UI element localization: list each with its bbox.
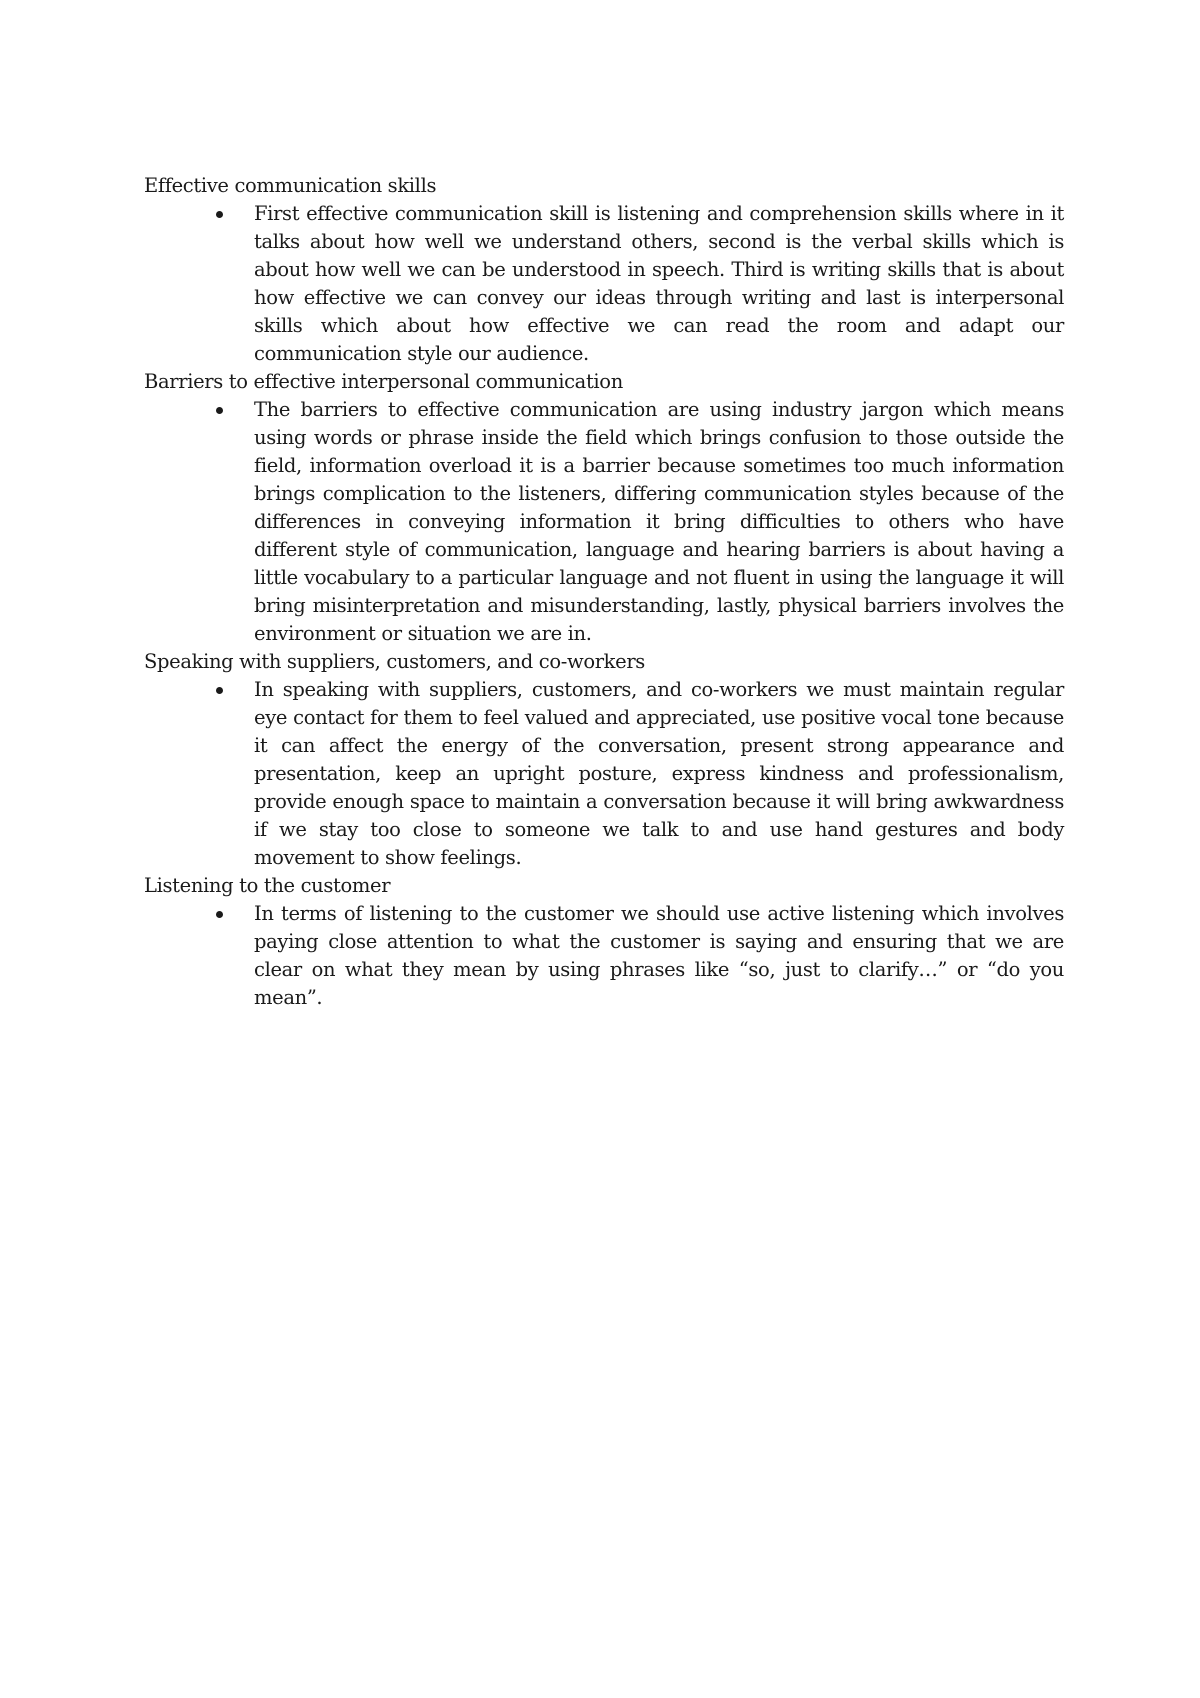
- bullet-icon: [216, 407, 223, 414]
- list-item: [144, 396, 1064, 648]
- list-item: [144, 200, 1064, 368]
- bullet-text: In speaking with suppliers, customers, and co-workers we must maintain regular eye contact for them to feel valued and appreciated, use positive vocal tone because it can affect the energy of the conversation, present strong appearance and presentation, keep an upright posture, express kindness and professionalism, provide enough space to maintain a conversation because it will bring awkwardness if we stay too close to someone we talk to and use hand gestures and body movement to show feelings.: [254, 678, 1064, 869]
- section-listening-to-customer: [144, 872, 1064, 1012]
- bullet-icon: [216, 911, 223, 918]
- section-heading: Listening to the customer: [144, 874, 391, 897]
- section-heading: Barriers to effective interpersonal communication: [144, 370, 623, 393]
- bullet-icon: [216, 687, 223, 694]
- bullet-text: The barriers to effective communication are using industry jargon which means using words or phrase inside the field which brings confusion to those outside the field, information overload it is a barrier because sometimes too much information brings complication to the listeners, differing communication styles because of the differences in conveying information it bring difficulties to others who have different style of communication, language and hearing barriers is about having a little vocabulary to a particular language and not fluent in using the language it will bring misinterpretation and misunderstanding, lastly, physical barriers involves the environment or situation we are in.: [254, 398, 1064, 645]
- bullet-list: [144, 676, 1064, 872]
- bullet-text: First effective communication skill is listening and comprehension skills where in it talks about how well we understand others, second is the verbal skills which is about how well we can be understood in speech. Third is writing skills that is about how effective we can convey our ideas through writing and last is interpersonal skills which about how effective we can read the room and adapt our communication style our audience.: [254, 202, 1064, 365]
- section-speaking-with-suppliers: [144, 648, 1064, 872]
- bullet-icon: [216, 211, 223, 218]
- bullet-list: [144, 900, 1064, 1012]
- bullet-list: [144, 396, 1064, 648]
- list-item: [144, 900, 1064, 1012]
- list-item: [144, 676, 1064, 872]
- bullet-list: [144, 200, 1064, 368]
- bullet-text: In terms of listening to the customer we should use active listening which involves paying close attention to what the customer is saying and ensuring that we are clear on what they mean by using phrases like “so, just to clarify…” or “do you mean”.: [254, 902, 1064, 1009]
- section-heading: Effective communication skills: [144, 174, 437, 197]
- document-body: [144, 172, 1064, 1012]
- section-effective-communication-skills: [144, 172, 1064, 368]
- section-heading: Speaking with suppliers, customers, and co-workers: [144, 650, 645, 673]
- section-barriers-to-communication: [144, 368, 1064, 648]
